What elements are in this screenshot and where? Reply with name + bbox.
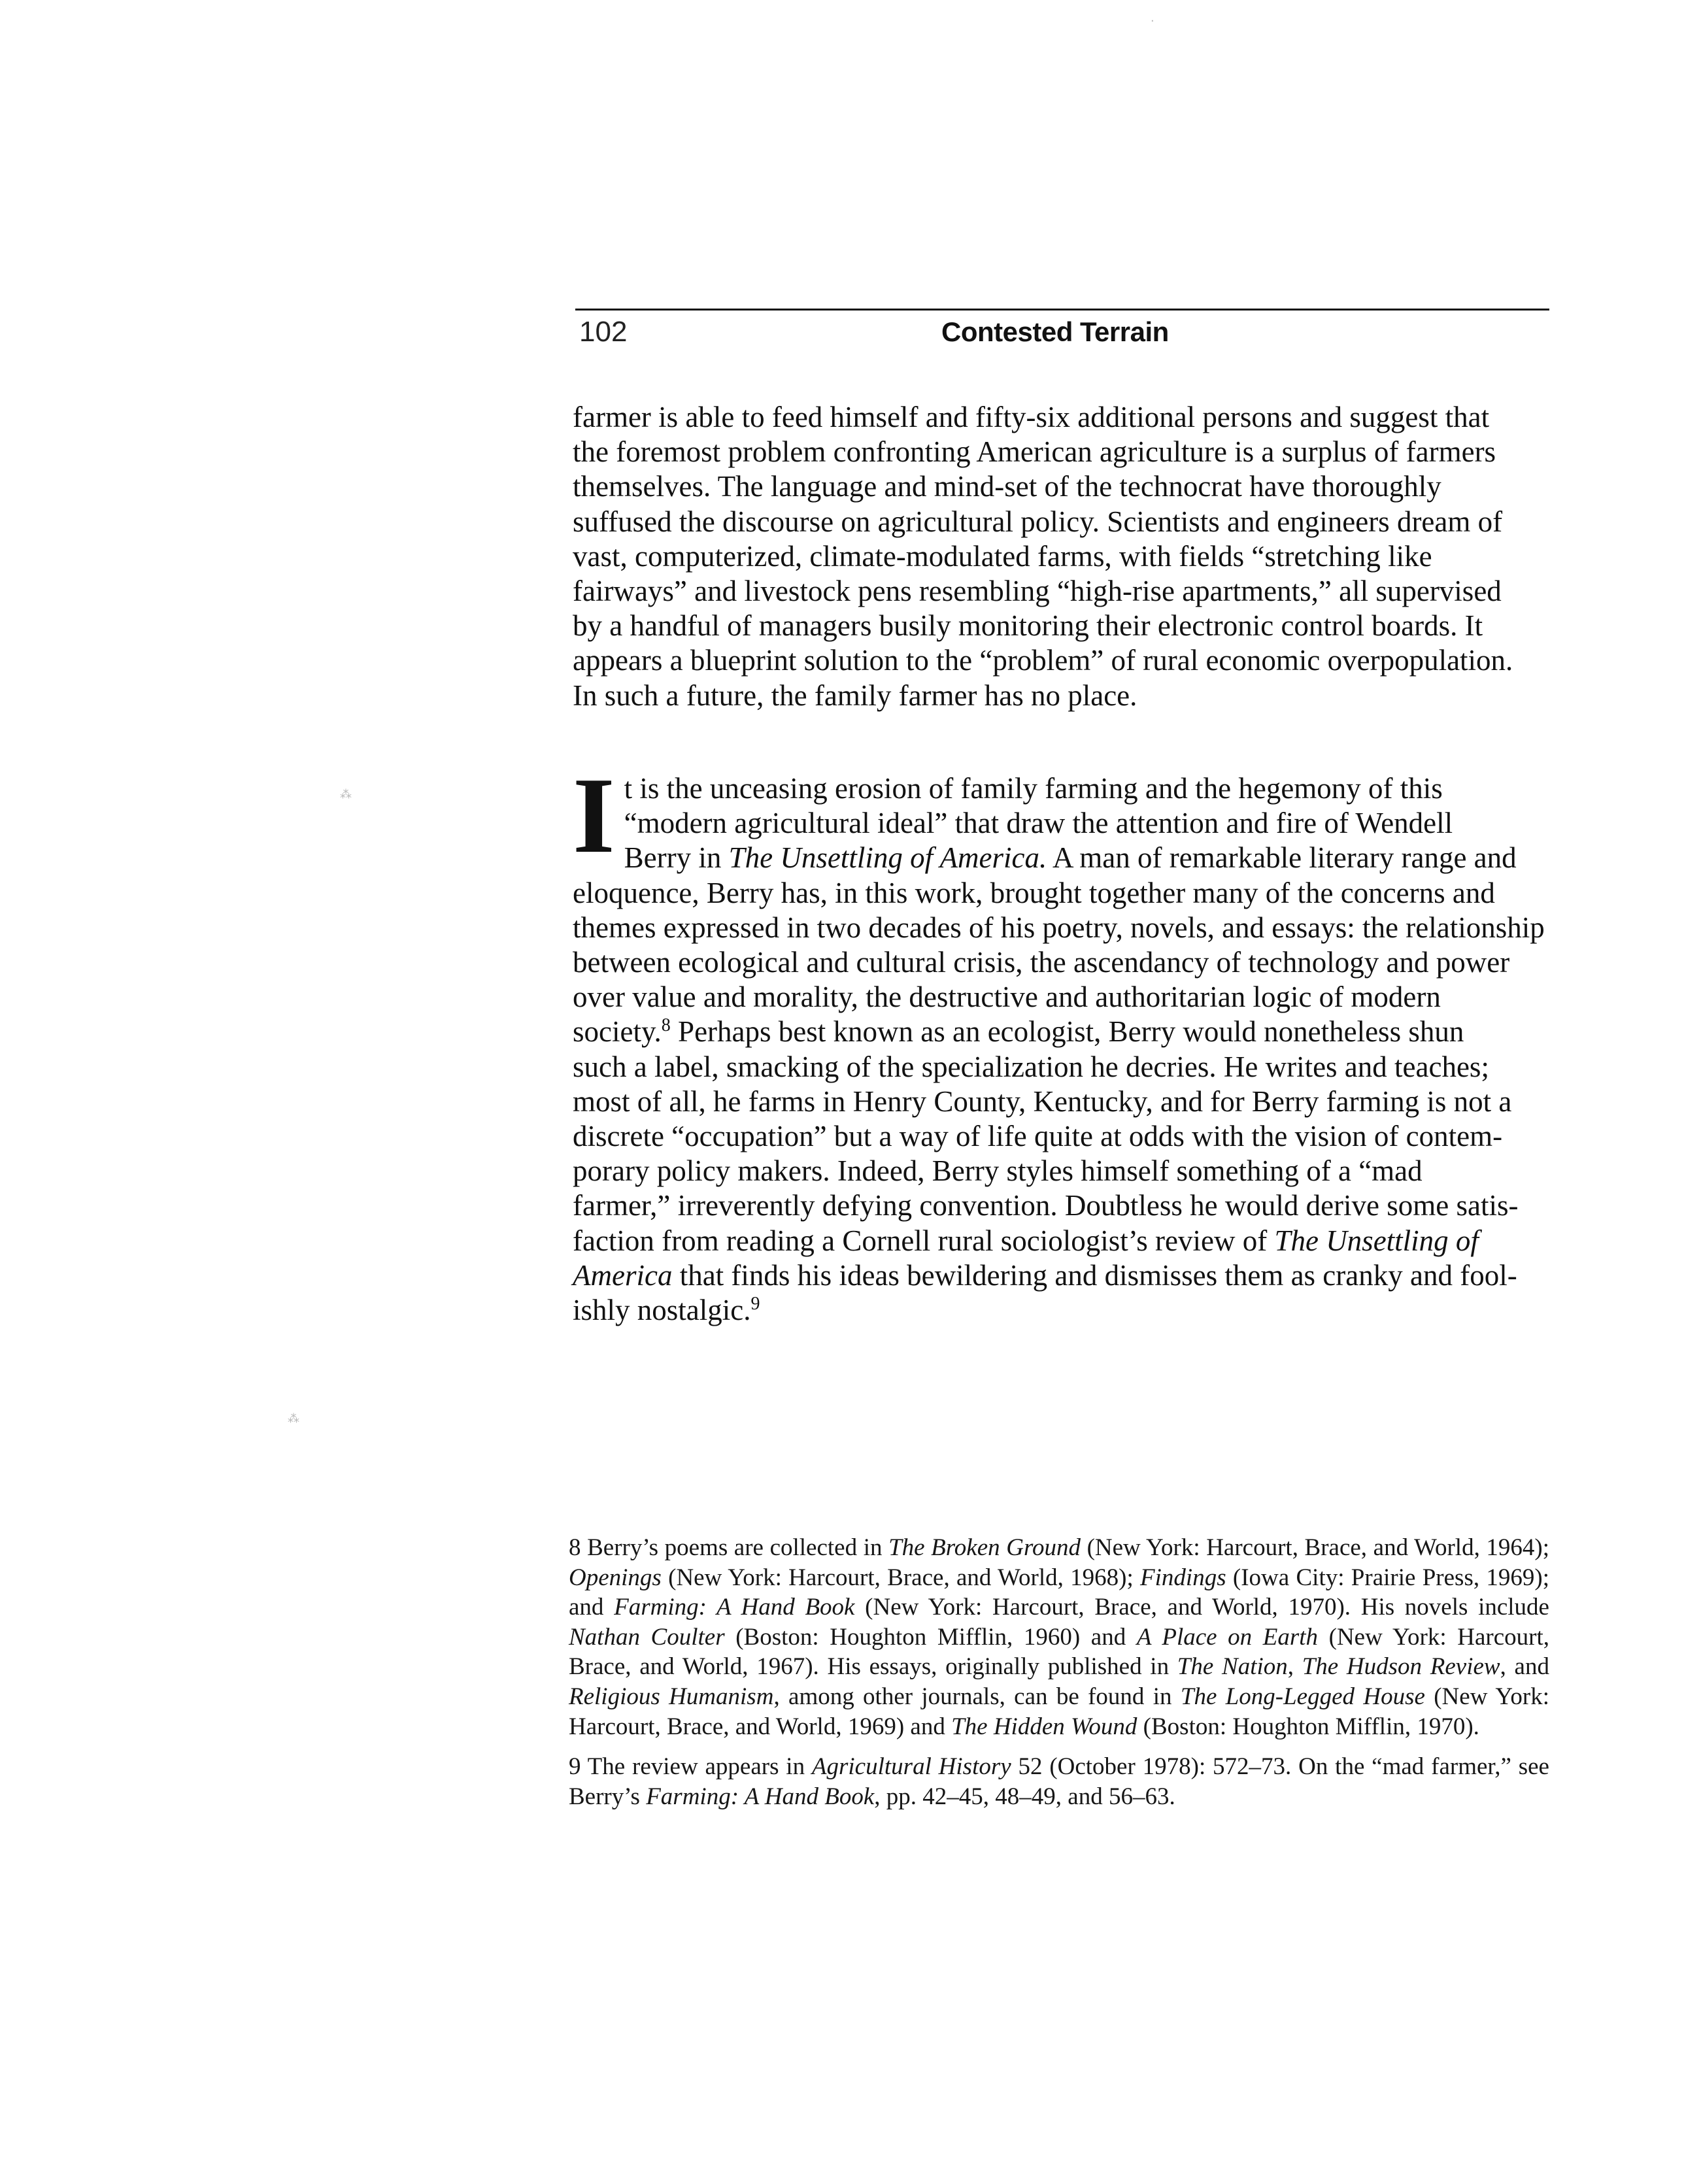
text-line: In such a future, the family farmer has no place. [573,679,1137,712]
footnote-ref-8: 8 [661,1015,671,1036]
text-line: themes expressed in two decades of his poetry, novels, and essays: the relationship [573,911,1545,944]
text-line: “modern agricultural ideal” that draw the attention and fire of Wendell [624,807,1453,840]
page-header [575,309,1549,351]
text-run: , among other journals, can be found in [773,1683,1181,1710]
text-run: (Iowa City: Prairie Press, 1969); and [569,1564,1549,1621]
title-italic: Religious Humanism [569,1683,774,1710]
text-line: discrete “occupation” but a way of life quite at odds with the vision of contem- [573,1120,1503,1153]
text-line: suffused the discourse on agricultural policy. Scientists and engineers dream of [573,505,1503,538]
title-italic: The Nation [1177,1653,1288,1681]
text-run: society. [573,1015,662,1049]
paragraph-2 [573,755,1548,1328]
book-title: America [573,1258,673,1292]
text-line: appears a blueprint solution to the “problem” of rural economic overpopulation. [573,644,1513,677]
title-italic: The Broken Ground [888,1534,1081,1561]
book-title: The Unsettling of [1274,1224,1479,1257]
text-line: the foremost problem confronting American agriculture is a surplus of farmers [573,435,1496,469]
paragraph-1 [573,400,1548,713]
text-run: 9 The review appears in [569,1753,812,1781]
title-italic: A Place on Earth [1136,1623,1319,1651]
text-run: ishly nostalgic. [573,1294,751,1327]
title-italic: The Hidden Wound [951,1713,1137,1740]
text-run: , and [1500,1653,1549,1681]
title-italic: The Long-Legged House [1180,1683,1425,1710]
text-run: (Boston: Houghton Mifflin, 1960) and [724,1623,1137,1651]
text-run: that finds his ideas bewildering and dismisses them as cranky and fool- [672,1258,1517,1292]
text-run: 8 Berry’s poems are collected in [569,1534,889,1561]
text-run: A man of remarkable literary range and [1047,841,1517,875]
text-line: between ecological and cultural crisis, the ascendancy of technology and power [573,946,1510,979]
text-line: themselves. The language and mind-set of the technocrat have thoroughly [573,470,1441,503]
text-run: 52 (October 1978): 572–73. On the “mad farmer,” see Berry’s [569,1753,1549,1810]
text-run: (New York: Harcourt, Brace, and World, 1969) and [569,1683,1549,1740]
text-run: Berry in [624,841,729,875]
text-run: faction from reading a Cornell rural sociologist’s review of [573,1224,1275,1257]
title-italic: The Hudson Review [1302,1653,1500,1681]
title-italic: Farming: A Hand Book [646,1783,875,1810]
book-title: The Unsettling of America. [728,841,1047,875]
text-line: farmer,” irreverently defying convention. Doubtless he would derive some satis- [573,1189,1519,1222]
text-run: (Boston: Houghton Mifflin, 1970). [1137,1713,1479,1740]
scan-speck: · [1151,14,1154,28]
title-italic: Openings [569,1564,662,1591]
footnote-9 [569,1752,1549,1811]
text-line: farmer is able to feed himself and fifty-six additional persons and suggest that [573,401,1490,433]
footnote-8 [569,1533,1549,1741]
text-run: Perhaps best known as an ecologist, Berry would nonetheless shun [670,1015,1464,1049]
title-italic: Findings [1140,1564,1226,1591]
drop-cap: I [573,755,615,875]
text-line [573,1293,1548,1328]
text-line [573,841,1548,875]
text-line [573,1015,1548,1049]
text-line: such a label, smacking of the specialization he decries. He writes and teaches; [573,1050,1489,1083]
text-line: by a handful of managers busily monitoring their electronic control boards. It [573,609,1483,643]
text-run: , [1287,1653,1302,1681]
text-run: (New York: Harcourt, Brace, and World, 1967). His essays, originally published in [569,1623,1549,1681]
scan-speck: ⁂ [340,788,352,801]
page-number: 102 [579,316,628,348]
running-head: Contested Terrain [941,316,1169,347]
text-run: , pp. 42–45, 48–49, and 56–63. [874,1783,1175,1810]
footnote-ref-9: 9 [750,1294,760,1315]
title-italic: Farming: A Hand Book [614,1594,855,1621]
text-run: (New York: Harcourt, Brace, and World, 1964); [1081,1534,1550,1561]
title-italic: Agricultural History [811,1753,1011,1781]
text-line [573,1258,1548,1293]
text-line: t is the unceasing erosion of family farming and the hegemony of this [624,772,1443,805]
text-line: most of all, he farms in Henry County, Kentucky, and for Berry farming is not a [573,1084,1512,1118]
footnotes [569,1533,1549,1822]
text-line: over value and morality, the destructive and authoritarian logic of modern [573,981,1441,1014]
scan-speck: ⁂ [288,1412,299,1426]
text-line: vast, computerized, climate-modulated farms, with fields “stretching like [573,539,1432,573]
text-line: fairways” and livestock pens resembling “high-rise apartments,” all supervised [573,575,1502,608]
text-run: (New York: Harcourt, Brace, and World, 1970). His novels include [854,1594,1549,1621]
text-line [573,1224,1548,1258]
title-italic: Nathan Coulter [569,1623,725,1651]
text-run: (New York: Harcourt, Brace, and World, 1968); [661,1564,1141,1591]
text-line: porary policy makers. Indeed, Berry styles himself something of a “mad [573,1154,1423,1188]
text-line: eloquence, Berry has, in this work, brought together many of the concerns and [573,876,1495,909]
